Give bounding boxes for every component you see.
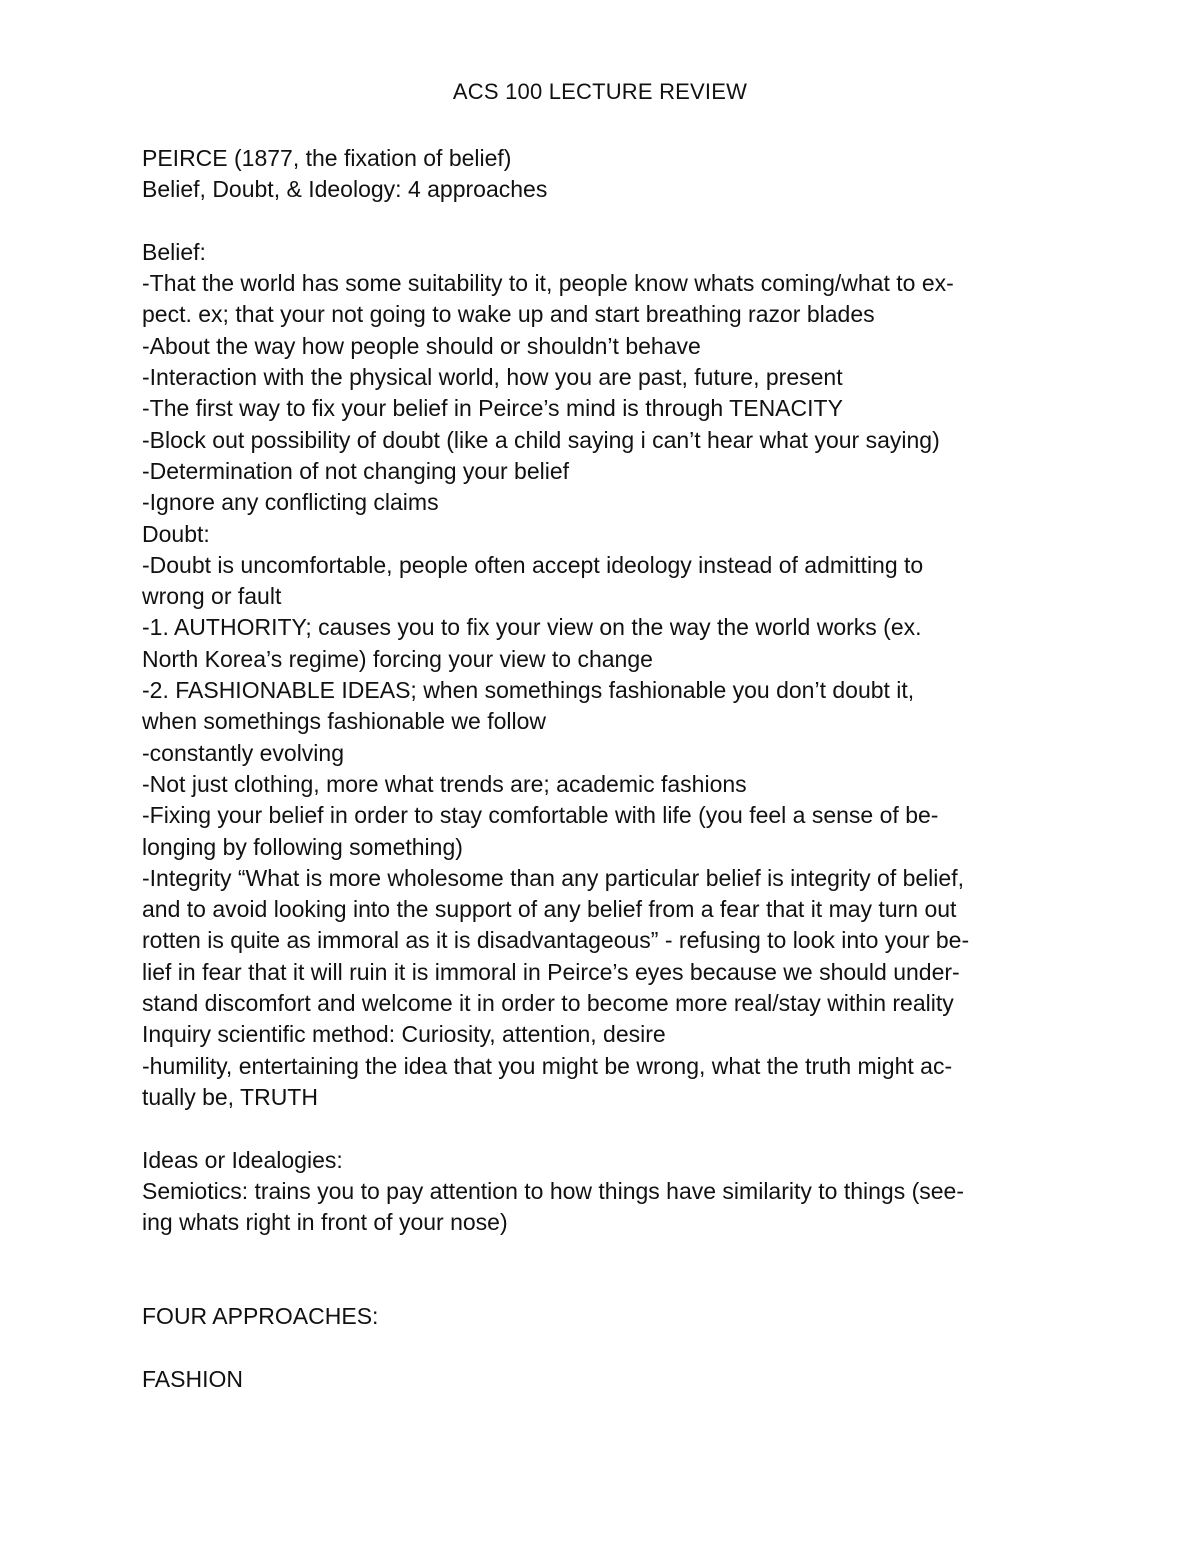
- blank-lines: [142, 1238, 1062, 1301]
- ideas-heading: Ideas or Idealogies:: [142, 1146, 343, 1173]
- ideas-line: Semiotics: trains you to pay attention to how things have similarity to things (see-: [142, 1177, 965, 1204]
- doubt-line: stand discomfort and welcome it in order to become more real/stay within reality: [142, 990, 954, 1017]
- belief-line: -That the world has some suitability to it, people know whats coming/what to ex-: [142, 270, 954, 297]
- doubt-line: when somethings fashionable we follow: [142, 708, 547, 735]
- blank-line: [142, 1332, 1062, 1363]
- doubt-line: lief in fear that it will ruin it is immoral in Peirce’s eyes because we should under-: [142, 958, 960, 985]
- doubt-line: -1. AUTHORITY; causes you to fix your view on the way the world works (ex.: [142, 614, 922, 641]
- header-line-1: PEIRCE (1877, the fixation of belief): [142, 145, 512, 171]
- doubt-line: tually be, TRUTH: [142, 1083, 318, 1110]
- doubt-line: -2. FASHIONABLE IDEAS; when somethings fashionable you don’t doubt it,: [142, 677, 915, 704]
- belief-line: -Ignore any conflicting claims: [142, 489, 439, 516]
- belief-line: -Interaction with the physical world, how you are past, future, present: [142, 364, 843, 391]
- document-body: [142, 143, 1062, 1395]
- blank-line: [142, 1113, 1062, 1144]
- doubt-line: -Doubt is uncomfortable, people often accept ideology instead of admitting to: [142, 551, 924, 578]
- doubt-line: -Integrity “What is more wholesome than any particular belief is integrity of belief,: [142, 864, 964, 891]
- doubt-heading: Doubt:: [142, 520, 210, 547]
- belief-heading: Belief:: [142, 238, 206, 265]
- blank-line: [142, 206, 1062, 237]
- doubt-line: North Korea’s regime) forcing your view to change: [142, 645, 653, 672]
- doubt-line: and to avoid looking into the support of any belief from a fear that it may turn out: [142, 896, 957, 923]
- document-title: ACS 100 LECTURE REVIEW: [452, 79, 748, 104]
- belief-line: pect. ex; that your not going to wake up and start breathing razor blades: [142, 301, 875, 328]
- doubt-line: longing by following something): [142, 833, 463, 860]
- doubt-line: wrong or fault: [142, 583, 282, 610]
- four-approaches-item: FASHION: [142, 1365, 243, 1392]
- doubt-line: -humility, entertaining the idea that you might be wrong, what the truth might ac-: [142, 1052, 953, 1079]
- belief-line: -The first way to fix your belief in Peirce’s mind is through TENACITY: [142, 395, 843, 422]
- doubt-line: -Not just clothing, more what trends are; academic fashions: [142, 770, 747, 797]
- belief-line: -Block out possibility of doubt (like a child saying i can’t hear what your saying): [142, 426, 940, 453]
- header-line-2: Belief, Doubt, & Ideology: 4 approaches: [142, 176, 548, 203]
- doubt-line: -Fixing your belief in order to stay comfortable with life (you feel a sense of be-: [142, 802, 939, 829]
- ideas-line: ing whats right in front of your nose): [142, 1209, 508, 1236]
- belief-line: -About the way how people should or shouldn’t behave: [142, 332, 701, 359]
- doubt-line: -constantly evolving: [142, 739, 344, 766]
- four-approaches-heading: FOUR APPROACHES:: [142, 1302, 379, 1329]
- belief-line: -Determination of not changing your belief: [142, 457, 570, 484]
- doubt-line: Inquiry scientific method: Curiosity, attention, desire: [142, 1021, 666, 1048]
- doubt-line: rotten is quite as immoral as it is disadvantageous” - refusing to look into your be-: [142, 927, 970, 954]
